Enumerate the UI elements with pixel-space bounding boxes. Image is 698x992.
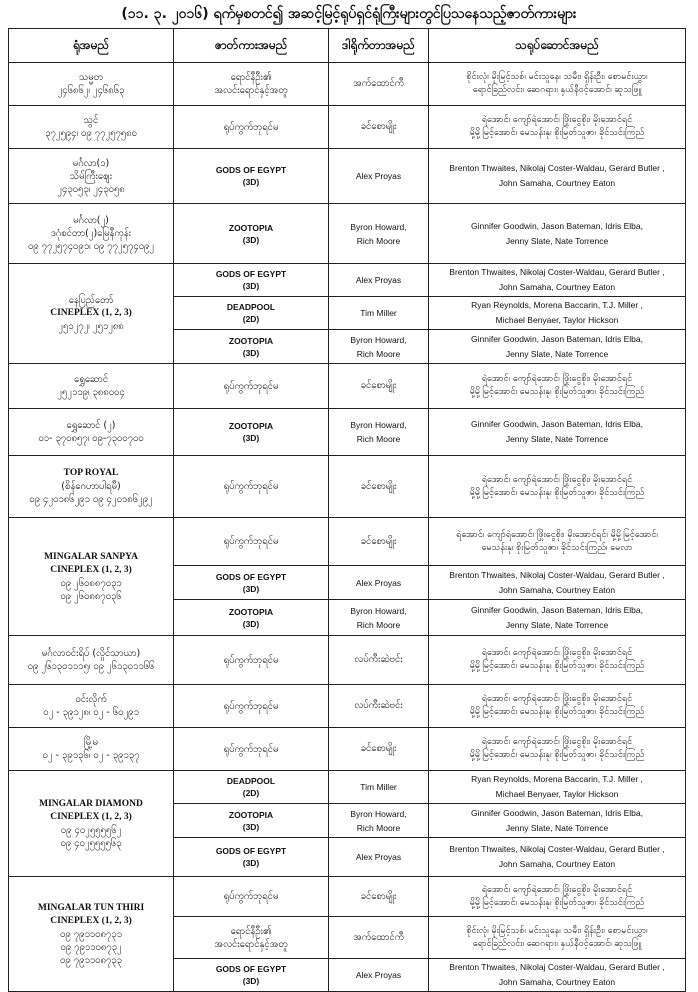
movie-title: GODS OF EGYPT	[215, 571, 287, 582]
director-line: Rich Moore	[356, 619, 401, 630]
cinema-name: ရွှေဆောင်	[74, 374, 108, 385]
movie-cell: ရုပ်ကွက်ဘုရင်မ	[174, 877, 329, 917]
cast-line: Ginnifer Goodwin, Jason Bateman, Idris Elba,	[471, 807, 643, 818]
cast-cell	[429, 409, 686, 456]
movie-title-line2: အလင်းရောင်နှင့်အတူ	[214, 85, 288, 96]
director-line: Rich Moore	[356, 822, 401, 833]
cast-cell	[429, 106, 686, 149]
cast-cell	[429, 204, 686, 264]
cinema-phone: ၀၉ ၇၉၁၁၀၈၇၃၂	[60, 941, 122, 953]
cast-line: မို့မို့မြင့်အောင်၊ မေသန်းနု၊ စိုးမြတ်သူဇာ၊ ခိုင်သင်းကြည်	[469, 707, 645, 717]
cast-line: မေသန်းနု၊ စိုးမြတ်သူဇာ၊ ခိုင်သင်းကြည်၊ မေလာ	[481, 542, 633, 553]
cast-line: Ginnifer Goodwin, Jason Bateman, Idris Elba,	[471, 333, 643, 344]
movie-format: (3D)	[242, 234, 260, 245]
cast-line: မို့မို့မြင့်အောင်၊ မေသန်းနု၊ စိုးမြတ်သူဇာ၊ ခိုင်သင်းကြည်	[469, 897, 645, 908]
cinema-phone: ၀၂ - ၃၉၁၂၈၊ ၀၂ - ၆၀၂၉၁	[43, 707, 139, 718]
table-row	[9, 63, 686, 106]
director-line: Byron Howard,	[350, 221, 407, 232]
cast-line: Ryan Reynolds, Morena Baccarin, T.J. Miller ,	[471, 774, 643, 784]
cast-line: Ginnifer Goodwin, Jason Bateman, Idris Elba,	[471, 220, 643, 231]
cinema-cell	[9, 518, 174, 636]
cast-line: Jenny Slate, Nate Torrence	[505, 235, 609, 246]
director-cell: ခင်စောမျိုး	[329, 518, 429, 566]
header-movie: ဇာတ်ကားအမည်	[174, 29, 329, 63]
director-line: Byron Howard,	[350, 605, 407, 616]
cinema-sub: CINEPLEX (1, 2, 3)	[50, 915, 132, 926]
cast-line: ရဲအောင်၊ ကျော်ရဲအောင်၊ ဖြိုးငွေစိုး၊ မိုးအောင်ရင်၊ မို့မို့မြင့်အောင်၊	[456, 529, 658, 540]
table-row	[9, 877, 686, 917]
movie-cell	[174, 804, 329, 838]
cinema-sub: CINEPLEX (1, 2, 3)	[50, 811, 132, 822]
movie-format: (3D)	[242, 618, 260, 629]
cast-cell	[429, 959, 686, 992]
cinema-phone: ၀၉ ၂၆၁၃၀၁၁၁၅၊ ၀၉ ၂၆၁၃၀၁၁၆၆	[27, 661, 155, 672]
cast-line: Brenton Thwaites, Nikolaj Coster-Waldau, Gerard Butler ,	[449, 569, 665, 580]
cast-cell	[429, 297, 686, 330]
cinema-sub: CINEPLEX (1, 2, 3)	[50, 564, 132, 575]
movie-title: GODS OF EGYPT	[215, 964, 287, 974]
director-cell	[329, 330, 429, 364]
cast-line: John Samaha, Courtney Eaton	[498, 584, 616, 595]
movie-format: (3D)	[242, 347, 260, 358]
cast-cell	[429, 264, 686, 297]
cast-line: မို့မို့မြင့်အောင်၊ မေသန်းနု၊ စိုးမြတ်သူဇာ၊ ခိုင်သင်းကြည်	[469, 487, 645, 498]
table-row	[9, 409, 686, 456]
cinema-cell	[9, 204, 174, 264]
director-cell	[329, 409, 429, 456]
cinema-cell	[9, 456, 174, 518]
table-row	[9, 518, 686, 566]
cast-cell	[429, 456, 686, 518]
movie-title: ရောင်နီဦး၏	[230, 72, 272, 83]
movie-cell	[174, 149, 329, 204]
cast-line: Jenny Slate, Nate Torrence	[505, 822, 609, 833]
cinema-cell	[9, 685, 174, 728]
cast-cell	[429, 636, 686, 685]
cast-line: ရောင်ခြည်လင်း၊ ဆေဂရား၊ နှယ်နီဝင့်အောင်၊ ဆုသဖြူ	[472, 938, 642, 949]
cast-line: Jenny Slate, Nate Torrence	[505, 434, 609, 444]
cast-line: Brenton Thwaites, Nikolaj Coster-Waldau, Gerard Butler ,	[449, 962, 665, 972]
director-cell: Alex Proyas	[329, 149, 429, 204]
cinema-cell	[9, 771, 174, 877]
cinema-phone: ၀၉ ၇၇၂၅၇၄၀၉၁၊ ၀၉ ၇၇၂၅၇၄၀၉၂	[27, 241, 155, 252]
cinema-phone: ၀၉ ၄၀၂၅၅၅၅၆၂	[60, 824, 122, 836]
director-cell	[329, 204, 429, 264]
director-cell: Alex Proyas	[329, 566, 429, 600]
director-cell: ခင်စောမျိုး	[329, 106, 429, 149]
movie-cell: ရုပ်ကွက်ဘုရင်မ	[174, 518, 329, 566]
cinema-phone: ၀၁- ၃၇၀၈၅၇၊ ၀၉-၇၃၀၀၇၀၀	[38, 433, 144, 444]
cast-cell	[429, 566, 686, 600]
cinema-phone: ၀၉ ၄၂၀၁၈၆၂၉၁ ၀၉ ၄၂၀၁၈၆၂၉၂	[29, 494, 153, 505]
header-cast: သရုပ်ဆောင်အမည်	[429, 29, 686, 63]
cinema-cell	[9, 63, 174, 106]
cast-line: ရဲအောင်၊ ကျော်ရဲအောင်၊ ဖြိုးငွေစိုး၊ မိုးအောင်ရင်	[481, 737, 633, 747]
movie-cell: ရုပ်ကွက်ဘုရင်မ	[174, 728, 329, 771]
cinema-location: ဒဂုံစင်တာ(၂)မြေနီကုန်း	[50, 228, 132, 239]
movie-cell: ရုပ်ကွက်ဘုရင်မ	[174, 636, 329, 685]
cinema-name: MINGALAR SANPYA	[44, 551, 138, 562]
table-row	[9, 771, 686, 804]
cinema-phone: ၀၉ ၂၆၀၈၈၇၀၃၁	[60, 577, 122, 589]
cast-line: Brenton Thwaites, Nikolaj Coster-Waldau, Gerard Butler ,	[449, 267, 665, 277]
cast-line: John Samaha, Courtney Eaton	[498, 977, 616, 987]
header-cinema: ရုံအမည်	[9, 29, 174, 63]
cinema-name: MINGALAR DIAMOND	[39, 798, 143, 809]
cast-line: မို့မို့မြင့်အောင်၊ မေသန်းနု၊ စိုးမြတ်သူဇာ၊ ခိုင်သင်းကြည်	[469, 661, 645, 671]
director-cell: လပ်ကီးဆဲဗင်း	[329, 685, 429, 728]
cast-cell	[429, 63, 686, 106]
movie-format: (3D)	[242, 281, 260, 291]
movie-title: GODS OF EGYPT	[215, 165, 287, 175]
director-line: Byron Howard,	[350, 334, 407, 345]
cinema-name: နေပြည်တော်	[68, 295, 114, 306]
table-row	[9, 728, 686, 771]
cinema-location: သိမ်ကြီးဈေး	[69, 170, 113, 182]
cinema-cell	[9, 264, 174, 364]
cast-cell	[429, 364, 686, 409]
movie-cell	[174, 330, 329, 364]
cinema-phone: ၀၉ ၂၆၀၈၈၇၀၃၆	[60, 590, 122, 602]
cast-line: ရဲအောင်၊ ကျော်ရဲအောင်၊ ဖြိုးငွေစိုး၊ မိုးအောင်ရင်	[481, 115, 633, 125]
cinema-phone: ၀၂ - ၃၉၁၃၆၊ ၀၂ - ၃၉၁၃၇	[42, 750, 140, 761]
table-row	[9, 636, 686, 685]
movie-cell	[174, 959, 329, 992]
cinema-name: မင်္ဂလာ(၁)	[72, 157, 110, 169]
movie-title-line2: အလင်းရောင်နှင့်အတူ	[214, 938, 288, 950]
cast-line: Ginnifer Goodwin, Jason Bateman, Idris Elba,	[471, 419, 643, 429]
header-row	[9, 29, 686, 63]
cinema-name: ဝင်းလိုက်	[75, 694, 107, 705]
cast-line: John Samaha, Courtney Eaton	[498, 859, 616, 869]
table-row	[9, 456, 686, 518]
movie-cell	[174, 264, 329, 297]
movie-format: (3D)	[242, 433, 260, 443]
movie-cell: ရုပ်ကွက်ဘုရင်မ	[174, 456, 329, 518]
cast-line: Jenny Slate, Nate Torrence	[505, 348, 609, 359]
movie-format: (3D)	[242, 177, 260, 187]
cast-line: မို့မို့မြင့်အောင်၊ မေသန်းနု၊ စိုးမြတ်သူဇာ၊ ခိုင်သင်းကြည်	[469, 387, 645, 397]
director-cell: ခင်စောမျိုး	[329, 456, 429, 518]
director-line: Rich Moore	[356, 434, 401, 444]
movie-cell	[174, 409, 329, 456]
director-cell	[329, 600, 429, 636]
movie-cell: ရုပ်ကွက်ဘုရင်မ	[174, 364, 329, 409]
table-row	[9, 106, 686, 149]
cinema-cell	[9, 728, 174, 771]
cast-cell	[429, 804, 686, 838]
movie-title: ZOOTOPIA	[228, 606, 274, 617]
movie-title: ရောင်နီဦး၏	[230, 925, 272, 937]
movie-cell: ရုပ်ကွက်ဘုရင်မ	[174, 106, 329, 149]
director-line: Rich Moore	[356, 348, 401, 359]
cast-line: စိုင်းလုံ၊ မိုးမြင့်သစ်၊ မင်းသူနေ၊ သမီး၊ ရှိန်းဦး၊ စောမင်းယွှာ၊	[466, 72, 648, 82]
movie-cell	[174, 204, 329, 264]
cast-line: မို့မို့မြင့်အောင်၊ မေသန်းနု၊ စိုးမြတ်သူဇာ၊ ခိုင်သင်းကြည်	[469, 750, 645, 760]
table-row	[9, 264, 686, 297]
cast-line: Jenny Slate, Nate Torrence	[505, 619, 609, 630]
table-row	[9, 685, 686, 728]
cast-line: Brenton Thwaites, Nikolaj Coster-Waldau, Gerard Butler ,	[449, 163, 665, 173]
table-row	[9, 149, 686, 204]
movie-cell	[174, 566, 329, 600]
director-cell: ခင်စောမျိုး	[329, 364, 429, 409]
movie-format: (2D)	[242, 788, 260, 798]
movie-cell	[174, 917, 329, 959]
cast-line: ရဲအောင်၊ ကျော်ရဲအောင်၊ ဖြိုးငွေစိုး၊ မိုးအောင်ရင်	[481, 648, 633, 658]
cast-cell	[429, 877, 686, 917]
director-cell: Alex Proyas	[329, 264, 429, 297]
cinema-sub: CINEPLEX (1, 2, 3)	[50, 308, 132, 318]
director-cell: အက်ထောင်ကီ	[329, 63, 429, 106]
director-cell: Alex Proyas	[329, 838, 429, 877]
director-line: Byron Howard,	[350, 420, 407, 430]
cast-cell	[429, 685, 686, 728]
cinema-phone: ၀၉ ၄၀၂၅၅၅၅၆၃	[60, 837, 122, 849]
cinema-name: TOP ROYAL	[63, 468, 119, 478]
cast-line: Michael Benyaer, Taylor Hickson	[495, 315, 619, 325]
movie-title: ZOOTOPIA	[228, 809, 274, 820]
movie-format: (3D)	[242, 821, 260, 832]
cast-cell	[429, 917, 686, 959]
cinema-phone: ၂၄၆၈၆၂၊ ၂၄၆၈၆၃	[57, 85, 125, 96]
movie-title: DEADPOOL	[226, 776, 276, 786]
movie-title: ZOOTOPIA	[228, 335, 274, 346]
cinema-phone: ၀၉ ၇၉၁၁၀၈၇၃၃	[60, 954, 122, 966]
cast-line: ရဲအောင်၊ ကျော်ရဲအောင်၊ ဖြိုးငွေစိုး၊ မိုးအောင်ရင်	[481, 694, 633, 704]
cast-line: Ginnifer Goodwin, Jason Bateman, Idris Elba,	[471, 604, 643, 615]
movie-cell: ရုပ်ကွက်ဘုရင်မ	[174, 685, 329, 728]
cast-line: John Samaha, Courtney Eaton	[498, 282, 616, 292]
movie-title: ZOOTOPIA	[228, 222, 274, 233]
movie-format: (2D)	[242, 314, 260, 324]
cinema-cell	[9, 409, 174, 456]
movie-cell	[174, 600, 329, 636]
cinema-cell	[9, 106, 174, 149]
cinema-cell	[9, 149, 174, 204]
director-cell: Tim Miller	[329, 297, 429, 330]
cinema-sub: (စိန်ဂေဟာပါရမီ)	[61, 481, 121, 492]
director-cell: ခင်စောမျိုး	[329, 877, 429, 917]
movie-title: ZOOTOPIA	[228, 421, 274, 431]
movie-format: (3D)	[242, 583, 260, 594]
table-row	[9, 364, 686, 409]
director-cell: Tim Miller	[329, 771, 429, 804]
movie-cell	[174, 771, 329, 804]
cinema-phone: ၂၅၁၂၇၂၊ ၂၅၁၂၈၈	[58, 321, 124, 332]
schedule-table	[8, 28, 686, 992]
cinema-name: ရွှေဆောင် (၂)	[66, 420, 116, 431]
cinema-name: MINGALAR TUN THIRI	[37, 902, 145, 913]
movie-format: (3D)	[242, 976, 260, 986]
movie-title: GODS OF EGYPT	[215, 269, 287, 279]
cast-line: Brenton Thwaites, Nikolaj Coster-Waldau, Gerard Butler ,	[449, 844, 665, 854]
cast-line: ရောင်ခြည်လင်း၊ ဆေဂရား၊ နှယ်နီဝင့်အောင်၊ ဆုသဖြူ	[472, 85, 642, 95]
cinema-phone: ၃၇၂၅၉၄၊ ၀၉ ၇၇၂၅၇၅၈၀	[45, 128, 137, 139]
cinema-name: သမ္မတ	[79, 72, 103, 83]
cast-cell	[429, 600, 686, 636]
movie-cell	[174, 297, 329, 330]
movie-title: DEADPOOL	[226, 302, 276, 312]
cinema-phone: ၂၄၃၀၅၃၊ ၂၄၃၀၅၈	[57, 183, 125, 195]
director-cell: အက်ထောင်ကီ	[329, 917, 429, 959]
director-line: Rich Moore	[356, 235, 401, 246]
cast-cell	[429, 838, 686, 877]
cinema-name: မင်္ဂလာ(၂)	[73, 215, 109, 226]
cinema-name: မြို့မ	[84, 737, 98, 748]
header-director: ဒါရိုက်တာအမည်	[329, 29, 429, 63]
cinema-phone: ၀၉ ၇၉၁၁၀၈၇၃၁	[60, 928, 122, 940]
director-cell: ခင်စောမျိုး	[329, 728, 429, 771]
cast-line: ရဲအောင်၊ ကျော်ရဲအောင်၊ ဖြိုးငွေစိုး၊ မိုးအောင်ရင်	[481, 374, 633, 384]
cinema-cell	[9, 636, 174, 685]
page-title: (၁၁. ၃. ၂၀၁၆) ရက်မှစတင်၍ အဆင့်မြင့်ရုပ်ရှင်ရုံကြီးများတွင်ပြသနေသည့်ဇာတ်ကားများ	[121, 6, 577, 22]
cast-cell	[429, 728, 686, 771]
director-cell: လပ်ကီးဆဲဗင်း	[329, 636, 429, 685]
cast-line: John Samaha, Courtney Eaton	[498, 178, 616, 188]
cast-cell	[429, 330, 686, 364]
cinema-cell	[9, 364, 174, 409]
cinema-phone: ၂၅၂၁၁၉၊ ၃၈၈၀၀၄	[57, 387, 125, 398]
cast-cell	[429, 149, 686, 204]
cast-line: မို့မို့မြင့်အောင်၊ မေသန်းနု၊ စိုးမြတ်သူဇာ၊ ခိုင်သင်းကြည်	[469, 128, 645, 138]
cast-line: Ryan Reynolds, Morena Baccarin, T.J. Miller ,	[471, 300, 643, 310]
cast-cell	[429, 518, 686, 566]
director-line: Byron Howard,	[350, 808, 407, 819]
cinema-name: မင်္ဂလာဝင်းရိပ် (လှိုင်သာယာ)	[41, 648, 141, 659]
movie-title: GODS OF EGYPT	[215, 846, 287, 856]
cast-line: စိုင်းလုံ၊ မိုးမြင့်သစ်၊ မင်းသူနေ၊ သမီး၊ ရှိန်းဦး၊ စောမင်းယွှာ၊	[466, 925, 648, 936]
movie-cell	[174, 838, 329, 877]
director-cell	[329, 804, 429, 838]
director-cell: Alex Proyas	[329, 959, 429, 992]
cast-line: Michael Benyaer, Taylor Hickson	[495, 789, 619, 799]
cast-cell	[429, 771, 686, 804]
cast-line: ရဲအောင်၊ ကျော်ရဲအောင်၊ ဖြိုးငွေစိုး၊ မိုးအောင်ရင်	[481, 474, 633, 485]
cinema-name: သွင်	[83, 115, 99, 126]
table-row	[9, 204, 686, 264]
cinema-cell	[9, 877, 174, 992]
movie-format: (3D)	[242, 858, 260, 868]
movie-cell	[174, 63, 329, 106]
cast-line: ရဲအောင်၊ ကျော်ရဲအောင်၊ ဖြိုးငွေစိုး၊ မိုးအောင်ရင်	[481, 884, 633, 895]
